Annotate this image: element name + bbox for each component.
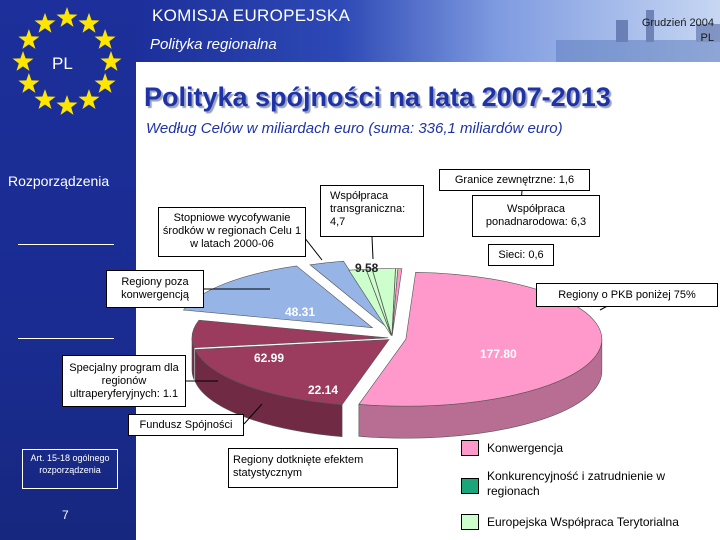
legend-swatch-wspolpraca [461, 514, 479, 530]
pie-value-label: 48.31 [285, 305, 316, 319]
callout-transgraniczna: Współpraca transgraniczna: 4,7 [320, 185, 424, 237]
page-title: Polityka spójności na lata 2007-2013 [144, 82, 611, 112]
callout-sieci: Sieci: 0,6 [488, 244, 554, 266]
legend-swatch-konwergencja [461, 440, 479, 456]
callout-specjalny: Specjalny program dla regionów ultraperyferyjnych: 1.1 [62, 355, 186, 407]
legend-label-konkurencyjnosc: Konkurencyjność i zatrudnienie w regionach [487, 469, 666, 498]
country-code: PL [52, 54, 73, 73]
date-text: Grudzień 2004 [641, 17, 714, 29]
pie-value-label: 177.80 [480, 347, 517, 361]
callout-efekt: Regiony dotknięte efektem statystycznym [228, 448, 398, 488]
pie-value-label: 9.58 [355, 261, 379, 275]
organization-name: KOMISJA EUROPEJSKA [152, 6, 351, 25]
pie-value-label: 22.14 [308, 383, 339, 397]
leader-line [372, 237, 373, 259]
callout-poza-konwergencja: Regiony poza konwergencją [106, 270, 204, 308]
callout-ponadnarodowa: Współpraca ponadnarodowa: 6,3 [472, 195, 600, 237]
callout-pkb: Regiony o PKB poniżej 75% [536, 283, 718, 307]
callout-stopniowe: Stopniowe wycofywanie środków w regionach Celu 1 w latach 2000-06 [158, 207, 306, 257]
callout-fundusz: Fundusz Spójności [128, 414, 244, 436]
legend-label-konwergencja: Konwergencja [487, 441, 564, 455]
leader-line [304, 237, 322, 260]
pie-value-label: 62.99 [254, 351, 285, 365]
article-reference-box: Art. 15-18 ogólnego rozporządzenia [22, 449, 118, 489]
callout-granice: Granice zewnętrzne: 1,6 [439, 169, 590, 191]
sidebar-section-label: Rozporządzenia [8, 173, 110, 189]
legend-swatch-konkurencyjnosc [461, 478, 479, 494]
page-subtitle: Według Celów w miliardach euro (suma: 336,1 miliardów euro) [146, 120, 563, 137]
program-name: Polityka regionalna [150, 36, 277, 53]
language-code: PL [700, 32, 714, 44]
legend-label-wspolpraca: Europejska Współpraca Terytorialna [487, 515, 679, 529]
page-number: 7 [62, 508, 69, 522]
